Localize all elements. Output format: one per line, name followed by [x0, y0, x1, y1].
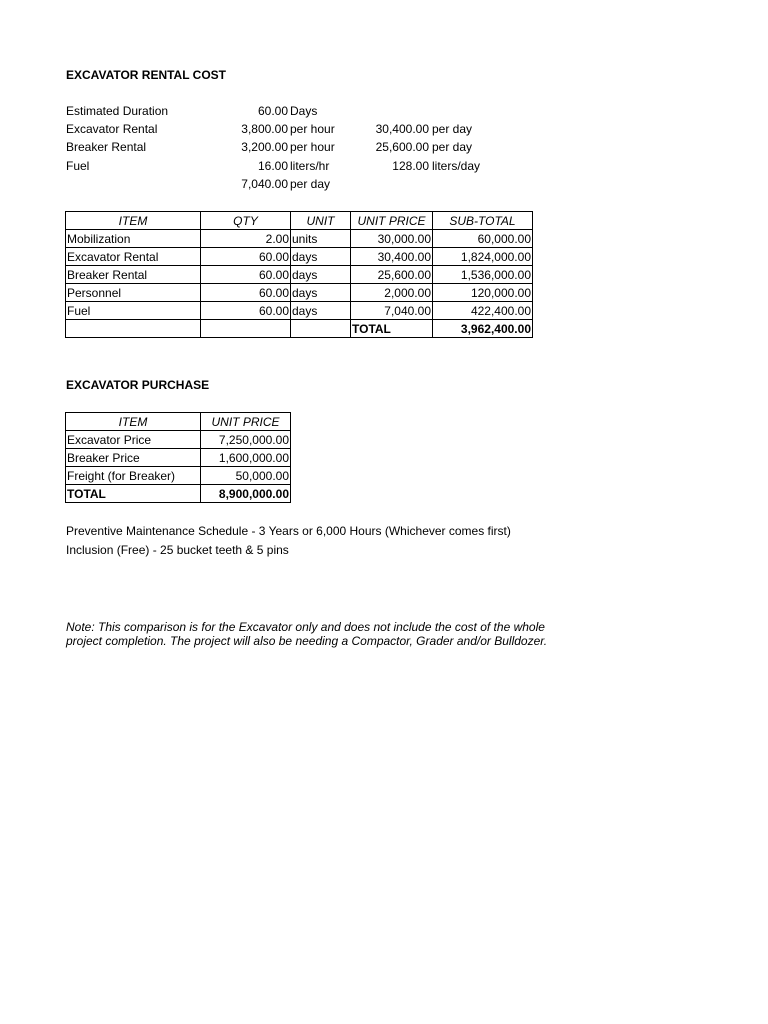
column-header: UNIT PRICE [351, 212, 433, 230]
note-line-2: project completion. The project will also be needing a Compactor, Grader and/or Bulldozer. [66, 634, 548, 648]
unit-cell: days [291, 284, 351, 302]
table-row [66, 302, 533, 320]
unit-price-cell: 30,000.00 [351, 230, 433, 248]
column-header: ITEM [66, 413, 201, 431]
unit-price-cell: 1,600,000.00 [201, 449, 291, 467]
subtotal-cell: 120,000.00 [433, 284, 533, 302]
unit-price-cell: 30,400.00 [351, 248, 433, 266]
item-cell: Excavator Rental [66, 248, 201, 266]
empty-cell [66, 320, 201, 338]
estimate-extra-value: 30,400.00 [375, 122, 429, 136]
total-label: TOTAL [66, 485, 201, 503]
subtotal-cell: 60,000.00 [433, 230, 533, 248]
total-value: 8,900,000.00 [201, 485, 291, 503]
estimate-unit: per day [290, 177, 331, 191]
estimate-label: Excavator Rental [66, 122, 158, 136]
total-label: TOTAL [351, 320, 433, 338]
estimate-unit: per hour [290, 140, 335, 154]
unit-cell: units [291, 230, 351, 248]
table-row [66, 431, 291, 449]
table-row [66, 284, 533, 302]
unit-price-cell: 50,000.00 [201, 467, 291, 485]
column-header: UNIT [291, 212, 351, 230]
column-header: SUB-TOTAL [433, 212, 533, 230]
item-cell: Mobilization [66, 230, 201, 248]
estimate-label: Estimated Duration [66, 104, 169, 118]
empty-cell [291, 320, 351, 338]
rental-title: EXCAVATOR RENTAL COST [66, 68, 227, 82]
estimate-value: 3,200.00 [241, 140, 288, 154]
rental-cost-table [65, 211, 533, 338]
inclusion-text: Inclusion (Free) - 25 bucket teeth & 5 pins [66, 543, 289, 557]
column-header: UNIT PRICE [201, 413, 291, 431]
estimate-value: 7,040.00 [241, 177, 288, 191]
maintenance-schedule: Preventive Maintenance Schedule - 3 Years or 6,000 Hours (Whichever comes first) [66, 524, 511, 538]
purchase-title: EXCAVATOR PURCHASE [66, 378, 210, 392]
estimate-extra-unit: per day [432, 122, 473, 136]
estimate-extra-value: 25,600.00 [375, 140, 429, 154]
estimate-unit: liters/hr [290, 159, 330, 173]
item-cell: Breaker Price [66, 449, 201, 467]
total-value: 3,962,400.00 [433, 320, 533, 338]
estimate-extra-value: 128.00 [392, 159, 429, 173]
table-row [66, 266, 533, 284]
unit-cell: days [291, 248, 351, 266]
estimate-unit: Days [290, 104, 318, 118]
item-cell: Personnel [66, 284, 201, 302]
estimate-extra-unit: liters/day [432, 159, 481, 173]
estimate-label: Fuel [66, 159, 90, 173]
table-row [66, 449, 291, 467]
subtotal-cell: 422,400.00 [433, 302, 533, 320]
item-cell: Freight (for Breaker) [66, 467, 201, 485]
total-row [66, 485, 291, 503]
table-row [66, 230, 533, 248]
item-cell: Breaker Rental [66, 266, 201, 284]
table-row [66, 248, 533, 266]
table-row [66, 467, 291, 485]
estimate-label: Breaker Rental [66, 140, 147, 154]
total-row [66, 320, 533, 338]
estimate-value: 60.00 [257, 104, 288, 118]
unit-price-cell: 25,600.00 [351, 266, 433, 284]
empty-cell [201, 320, 291, 338]
qty-cell: 60.00 [201, 284, 291, 302]
column-header: ITEM [66, 212, 201, 230]
unit-price-cell: 2,000.00 [351, 284, 433, 302]
table-header-row [66, 413, 291, 431]
estimate-value: 3,800.00 [241, 122, 288, 136]
qty-cell: 60.00 [201, 266, 291, 284]
subtotal-cell: 1,536,000.00 [433, 266, 533, 284]
note-line-1: Note: This comparison is for the Excavator only and does not include the cost of the whole [66, 620, 545, 634]
estimate-extra-unit: per day [432, 140, 473, 154]
item-cell: Fuel [66, 302, 201, 320]
qty-cell: 60.00 [201, 302, 291, 320]
unit-price-cell: 7,040.00 [351, 302, 433, 320]
subtotal-cell: 1,824,000.00 [433, 248, 533, 266]
qty-cell: 60.00 [201, 248, 291, 266]
qty-cell: 2.00 [201, 230, 291, 248]
purchase-table [65, 412, 291, 503]
estimate-unit: per hour [290, 122, 335, 136]
unit-cell: days [291, 266, 351, 284]
item-cell: Excavator Price [66, 431, 201, 449]
unit-cell: days [291, 302, 351, 320]
estimate-value: 16.00 [257, 159, 288, 173]
column-header: QTY [201, 212, 291, 230]
unit-price-cell: 7,250,000.00 [201, 431, 291, 449]
table-header-row [66, 212, 533, 230]
